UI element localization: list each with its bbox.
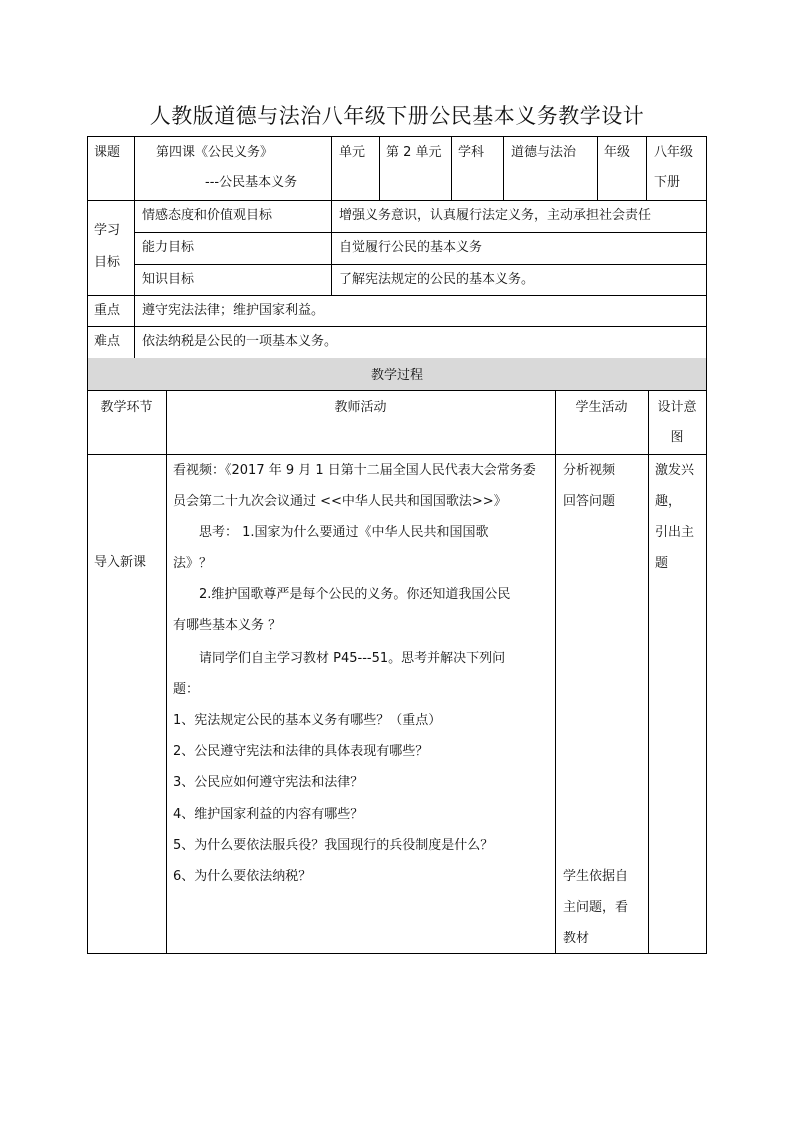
student-activity-line: 教材 (563, 931, 590, 946)
goal-content-emotion: 增强义务意识，认真履行法定义务，主动承担社会责任 (339, 208, 652, 223)
difficulty-label: 难点 (94, 334, 121, 349)
lesson-title-line2: ---公民基本义务 (205, 175, 298, 190)
stage-intro: 导入新课 (94, 555, 147, 570)
student-activity-line: 回答问题 (563, 494, 616, 509)
design-intent-line: 趣， (655, 494, 682, 509)
teacher-line: 6、为什么要依法纳税？ (173, 869, 312, 884)
col-header-stage: 教学环节 (100, 400, 153, 415)
teacher-line: 1、宪法规定公民的基本义务有哪些？（重点） (173, 713, 442, 728)
student-activity-line: 学生依据自 (563, 869, 629, 884)
teacher-line: 员会第二十九次会议通过 <<中华人民共和国国歌法>>》 (173, 494, 507, 509)
teacher-line: 请同学们自主学习教材 P45---51。思考并解决下列问 (173, 651, 506, 666)
teacher-line: 2.维护国歌尊严是每个公民的义务。你还知道我国公民 (173, 587, 511, 602)
col-header-teacher: 教师活动 (334, 400, 387, 415)
document-title: 人教版道德与法治八年级下册公民基本义务教学设计 (149, 104, 645, 128)
teacher-line: 题： (173, 682, 200, 697)
col-header-student: 学生活动 (575, 400, 628, 415)
teacher-line: 有哪些基本义务 ？ (173, 618, 282, 633)
teacher-line: 法》？ (173, 556, 213, 571)
difficulty-content: 依法纳税是公民的一项基本义务。 (142, 334, 338, 349)
key-point-content: 遵守宪法法律；维护国家利益。 (142, 303, 325, 318)
lesson-title-line1: 第四课《公民义务》 (156, 145, 274, 160)
subject-label: 学科 (458, 145, 485, 160)
subject-value: 道德与法治 (511, 145, 577, 160)
grade-value-line1: 八年级 (654, 145, 694, 160)
student-activity-line: 主问题，看 (563, 900, 629, 915)
key-point-label: 重点 (94, 303, 121, 318)
goal-type-emotion: 情感态度和价值观目标 (142, 208, 273, 223)
design-intent-line: 激发兴 (655, 463, 695, 478)
col-header-design-line1: 设计意 (657, 400, 697, 415)
teacher-line: 思考： 1.国家为什么要通过《中华人民共和国国歌 (173, 525, 489, 540)
course-label: 课题 (94, 145, 121, 160)
student-activity-line: 分析视频 (563, 463, 616, 478)
goal-type-ability: 能力目标 (142, 240, 195, 255)
unit-value: 第 2 单元 (386, 145, 442, 160)
goals-label-line2: 目标 (94, 255, 121, 270)
teacher-line: 3、公民应如何遵守宪法和法律？ (173, 775, 364, 790)
design-intent-line: 引出主 (655, 525, 695, 540)
design-intent-line: 题 (655, 556, 669, 571)
goals-label-line1: 学习 (94, 223, 121, 238)
grade-label: 年级 (604, 145, 631, 160)
teacher-line: 5、为什么要依法服兵役？我国现行的兵役制度是什么？ (173, 838, 494, 853)
goal-type-knowledge: 知识目标 (142, 272, 195, 287)
process-section-title: 教学过程 (370, 368, 423, 383)
col-header-design-line2: 图 (670, 430, 684, 445)
grade-value-line2: 下册 (654, 175, 681, 190)
goal-content-ability: 自觉履行公民的基本义务 (339, 240, 483, 255)
teacher-line: 4、维护国家利益的内容有哪些？ (173, 807, 364, 822)
teacher-line: 看视频：《2017 年 9 月 1 日第十二届全国人民代表大会常务委 (173, 463, 536, 478)
teacher-line: 2、公民遵守宪法和法律的具体表现有哪些？ (173, 744, 429, 759)
goal-content-knowledge: 了解宪法规定的公民的基本义务。 (339, 272, 535, 287)
unit-label: 单元 (339, 145, 366, 160)
